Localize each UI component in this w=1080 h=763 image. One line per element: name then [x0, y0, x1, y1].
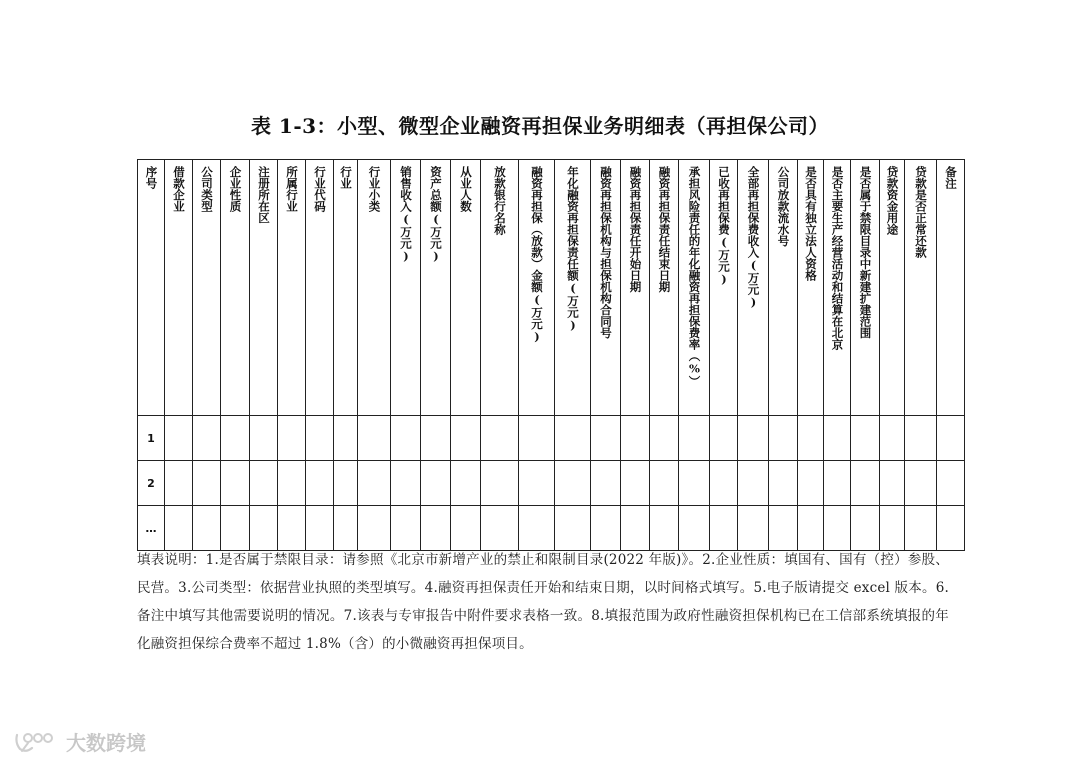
col-header: 所属行业	[278, 160, 306, 416]
table-cell	[824, 416, 851, 461]
table-cell	[769, 416, 798, 461]
table-cell	[650, 416, 679, 461]
table-cell	[221, 461, 250, 506]
table-cell	[306, 506, 334, 551]
table-cell	[334, 506, 358, 551]
table-cell	[937, 506, 965, 551]
table-cell	[851, 416, 880, 461]
table-cell	[769, 506, 798, 551]
col-header: 行业小类	[358, 160, 391, 416]
table-cell	[621, 461, 650, 506]
col-header: 企业性质	[221, 160, 250, 416]
table-cell	[824, 506, 851, 551]
table-cell	[193, 506, 221, 551]
table-cell	[481, 506, 519, 551]
table-cell	[621, 506, 650, 551]
filling-instructions: 填表说明：1.是否属于禁限目录：请参照《北京市新增产业的禁止和限制目录(2022 年版)》。2.企业性质：填国有、国有（控）参股、民营。3.公司类型：依据营业执照的类型填写。4.融资再担保责任开始和结束日期，以时间格式填写。5.电子版请提交 excel 版本。6.备注中填写其他需要说明的情况。7.该表与专审报告中附件要求表格一致。8.填报范围为政府性融资担保机构已在工信部系统填报的年化融资担保综合费率不超过 1.8%（含）的小微融资再担保项目。	[137, 552, 949, 652]
table-cell	[880, 506, 905, 551]
col-header: 融资再担保责任结束日期	[650, 160, 679, 416]
table-cell	[519, 506, 555, 551]
table-cell	[851, 506, 880, 551]
table-cell	[278, 461, 306, 506]
table-cell	[555, 416, 591, 461]
table-cell	[798, 506, 824, 551]
table-cell	[679, 506, 710, 551]
table-cell	[798, 416, 824, 461]
table-cell	[451, 506, 481, 551]
col-header: 行业代码	[306, 160, 334, 416]
table-cell	[591, 461, 621, 506]
table-cell	[905, 416, 937, 461]
table-cell	[334, 416, 358, 461]
table-cell	[193, 416, 221, 461]
col-header: 融资再担保机构与担保机构合同号	[591, 160, 621, 416]
table-cell	[165, 416, 193, 461]
table-cell	[481, 416, 519, 461]
table-cell	[193, 461, 221, 506]
watermark	[14, 727, 146, 756]
table-cell	[250, 506, 278, 551]
table-cell	[278, 506, 306, 551]
table-row	[138, 416, 965, 461]
table-cell	[221, 416, 250, 461]
col-header: 是否属于禁限目录中新建扩建范围	[851, 160, 880, 416]
col-header: 注册所在区	[250, 160, 278, 416]
col-header: 融资再担保责任开始日期	[621, 160, 650, 416]
col-header: 公司放款流水号	[769, 160, 798, 416]
table-cell	[391, 461, 421, 506]
col-header: 全部再担保费收入(万元)	[738, 160, 769, 416]
table-cell	[798, 461, 824, 506]
table-cell	[679, 416, 710, 461]
col-header: 年化融资再担保责任额(万元)	[555, 160, 591, 416]
table-cell	[905, 461, 937, 506]
col-header: 贷款资金用途	[880, 160, 905, 416]
brand-logo-icon	[14, 729, 60, 755]
header-row	[138, 160, 965, 416]
col-header: 是否具有独立法人资格	[798, 160, 824, 416]
table-cell	[880, 461, 905, 506]
table-cell	[421, 461, 451, 506]
col-header: 行业	[334, 160, 358, 416]
table-cell	[880, 416, 905, 461]
table-cell	[650, 506, 679, 551]
table-cell	[937, 416, 965, 461]
table-cell	[421, 416, 451, 461]
col-header: 公司类型	[193, 160, 221, 416]
detail-table	[137, 159, 965, 551]
table-cell	[306, 416, 334, 461]
table-cell	[250, 416, 278, 461]
table-cell	[221, 506, 250, 551]
row-number: 2	[138, 461, 165, 506]
table-cell	[306, 461, 334, 506]
table-cell	[519, 461, 555, 506]
table-cell	[250, 461, 278, 506]
col-header: 融资再担保（放款）金额(万元)	[519, 160, 555, 416]
table-cell	[905, 506, 937, 551]
table-cell	[710, 416, 738, 461]
row-number: 1	[138, 416, 165, 461]
table-cell	[391, 506, 421, 551]
table-row	[138, 506, 965, 551]
table-cell	[679, 461, 710, 506]
col-header: 已收再担保费(万元)	[710, 160, 738, 416]
table-cell	[555, 461, 591, 506]
table-cell	[591, 506, 621, 551]
table-cell	[451, 416, 481, 461]
table-cell	[555, 506, 591, 551]
col-header: 放款银行名称	[481, 160, 519, 416]
table-cell	[769, 461, 798, 506]
table-cell	[358, 461, 391, 506]
table-cell	[358, 506, 391, 551]
col-header: 资产总额(万元)	[421, 160, 451, 416]
table-cell	[937, 461, 965, 506]
watermark-text: 大数跨境	[66, 731, 146, 755]
col-header: 序号	[138, 160, 165, 416]
table-row	[138, 461, 965, 506]
col-header: 是否主要生产经营活动和结算在北京	[824, 160, 851, 416]
table-cell	[710, 461, 738, 506]
col-header: 从业人数	[451, 160, 481, 416]
col-header: 销售收入(万元)	[391, 160, 421, 416]
row-number: …	[138, 506, 165, 551]
table-cell	[481, 461, 519, 506]
col-header: 备注	[937, 160, 965, 416]
table-cell	[358, 416, 391, 461]
col-header: 借款企业	[165, 160, 193, 416]
table-cell	[519, 416, 555, 461]
table-body	[138, 416, 965, 551]
table-cell	[738, 416, 769, 461]
col-header: 贷款是否正常还款	[905, 160, 937, 416]
table-cell	[451, 461, 481, 506]
table-cell	[165, 461, 193, 506]
table-cell	[621, 416, 650, 461]
page-title: 表 1-3：小型、微型企业融资再担保业务明细表（再担保公司）	[250, 114, 830, 138]
table-cell	[650, 461, 679, 506]
table-cell	[165, 506, 193, 551]
table-cell	[391, 416, 421, 461]
table-cell	[738, 506, 769, 551]
table-cell	[591, 416, 621, 461]
table-cell	[738, 461, 769, 506]
table-cell	[278, 416, 306, 461]
table-cell	[421, 506, 451, 551]
col-header: 承担风险责任的年化融资再担保费率（%）	[679, 160, 710, 416]
table-cell	[851, 461, 880, 506]
table-cell	[710, 506, 738, 551]
table-cell	[824, 461, 851, 506]
table-cell	[334, 461, 358, 506]
